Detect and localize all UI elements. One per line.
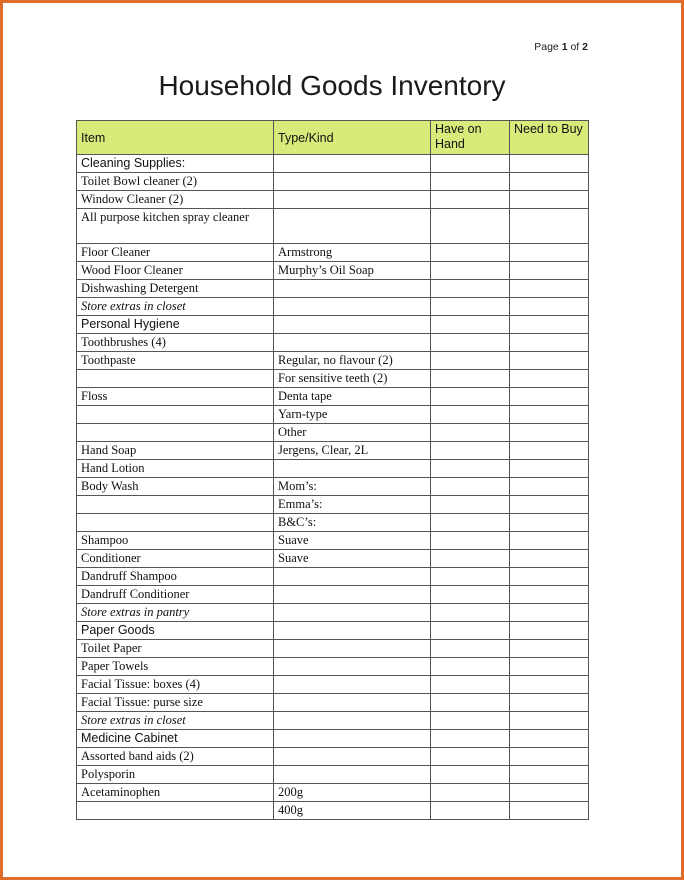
have-on-hand-cell — [431, 658, 510, 676]
need-to-buy-cell — [510, 604, 589, 622]
item-cell: Facial Tissue: boxes (4) — [77, 676, 274, 694]
need-to-buy-cell — [510, 460, 589, 478]
type-kind-cell — [274, 658, 431, 676]
type-kind-cell — [274, 316, 431, 334]
item-cell: Hand Soap — [77, 442, 274, 460]
have-on-hand-cell — [431, 460, 510, 478]
type-kind-cell — [274, 568, 431, 586]
table-row — [77, 424, 589, 442]
type-kind-cell — [274, 604, 431, 622]
type-kind-cell: Other — [274, 424, 431, 442]
table-row — [77, 532, 589, 550]
have-on-hand-cell — [431, 712, 510, 730]
have-on-hand-cell — [431, 568, 510, 586]
need-to-buy-cell — [510, 514, 589, 532]
type-kind-cell — [274, 730, 431, 748]
item-cell: Wood Floor Cleaner — [77, 262, 274, 280]
item-cell: Personal Hygiene — [77, 316, 274, 334]
item-cell: Conditioner — [77, 550, 274, 568]
table-row — [77, 191, 589, 209]
item-cell: Shampoo — [77, 532, 274, 550]
table-row — [77, 802, 589, 820]
table-row — [77, 209, 589, 244]
table-row — [77, 784, 589, 802]
need-to-buy-cell — [510, 658, 589, 676]
item-cell: All purpose kitchen spray cleaner — [77, 209, 274, 244]
table-row — [77, 316, 589, 334]
have-on-hand-cell — [431, 586, 510, 604]
type-kind-cell — [274, 694, 431, 712]
table-row — [77, 478, 589, 496]
have-on-hand-cell — [431, 766, 510, 784]
item-cell — [77, 802, 274, 820]
type-kind-cell: Mom’s: — [274, 478, 431, 496]
type-kind-cell: 200g — [274, 784, 431, 802]
type-kind-cell — [274, 155, 431, 173]
need-to-buy-cell — [510, 209, 589, 244]
have-on-hand-cell — [431, 262, 510, 280]
have-on-hand-cell — [431, 244, 510, 262]
column-header-type-kind: Type/Kind — [274, 121, 431, 155]
document-title: Household Goods Inventory — [158, 70, 506, 101]
type-kind-cell — [274, 676, 431, 694]
item-cell: Store extras in pantry — [77, 604, 274, 622]
need-to-buy-cell — [510, 262, 589, 280]
have-on-hand-cell — [431, 676, 510, 694]
need-to-buy-cell — [510, 802, 589, 820]
need-to-buy-cell — [510, 280, 589, 298]
need-to-buy-cell — [510, 550, 589, 568]
item-cell: Floss — [77, 388, 274, 406]
need-to-buy-cell — [510, 334, 589, 352]
item-cell: Cleaning Supplies: — [77, 155, 274, 173]
table-row — [77, 262, 589, 280]
need-to-buy-cell — [510, 676, 589, 694]
item-cell: Toilet Bowl cleaner (2) — [77, 173, 274, 191]
have-on-hand-cell — [431, 802, 510, 820]
have-on-hand-cell — [431, 730, 510, 748]
table-row — [77, 694, 589, 712]
type-kind-cell — [274, 298, 431, 316]
item-cell: Dandruff Conditioner — [77, 586, 274, 604]
table-row — [77, 712, 589, 730]
need-to-buy-cell — [510, 173, 589, 191]
type-kind-cell: Emma’s: — [274, 496, 431, 514]
type-kind-cell — [274, 712, 431, 730]
have-on-hand-cell — [431, 155, 510, 173]
need-to-buy-cell — [510, 388, 589, 406]
type-kind-cell: Yarn-type — [274, 406, 431, 424]
have-on-hand-cell — [431, 209, 510, 244]
have-on-hand-cell — [431, 496, 510, 514]
have-on-hand-cell — [431, 334, 510, 352]
table-row — [77, 406, 589, 424]
have-on-hand-cell — [431, 191, 510, 209]
table-row — [77, 298, 589, 316]
type-kind-cell: B&C’s: — [274, 514, 431, 532]
table-row — [77, 766, 589, 784]
have-on-hand-cell — [431, 748, 510, 766]
table-row — [77, 658, 589, 676]
have-on-hand-cell — [431, 694, 510, 712]
table-row — [77, 244, 589, 262]
have-on-hand-cell — [431, 352, 510, 370]
need-to-buy-cell — [510, 694, 589, 712]
item-cell: Paper Towels — [77, 658, 274, 676]
table-row — [77, 280, 589, 298]
item-cell: Body Wash — [77, 478, 274, 496]
have-on-hand-cell — [431, 298, 510, 316]
need-to-buy-cell — [510, 406, 589, 424]
table-row — [77, 460, 589, 478]
need-to-buy-cell — [510, 712, 589, 730]
type-kind-cell — [274, 460, 431, 478]
table-row — [77, 748, 589, 766]
table-row — [77, 173, 589, 191]
item-cell — [77, 424, 274, 442]
type-kind-cell: 400g — [274, 802, 431, 820]
page-number: Page 1 of 2 — [534, 41, 588, 53]
item-cell — [77, 406, 274, 424]
type-kind-cell: Suave — [274, 532, 431, 550]
have-on-hand-cell — [431, 316, 510, 334]
have-on-hand-cell — [431, 640, 510, 658]
item-cell: Floor Cleaner — [77, 244, 274, 262]
need-to-buy-cell — [510, 191, 589, 209]
type-kind-cell: Jergens, Clear, 2L — [274, 442, 431, 460]
need-to-buy-cell — [510, 640, 589, 658]
table-row — [77, 352, 589, 370]
need-to-buy-cell — [510, 766, 589, 784]
have-on-hand-cell — [431, 173, 510, 191]
column-header-have-on-hand: Have on Hand — [431, 121, 510, 155]
have-on-hand-cell — [431, 514, 510, 532]
have-on-hand-cell — [431, 604, 510, 622]
table-row — [77, 604, 589, 622]
item-cell: Assorted band aids (2) — [77, 748, 274, 766]
need-to-buy-cell — [510, 496, 589, 514]
item-cell: Store extras in closet — [77, 712, 274, 730]
item-cell: Toilet Paper — [77, 640, 274, 658]
item-cell: Toothpaste — [77, 352, 274, 370]
item-cell: Toothbrushes (4) — [77, 334, 274, 352]
item-cell: Polysporin — [77, 766, 274, 784]
type-kind-cell — [274, 748, 431, 766]
need-to-buy-cell — [510, 352, 589, 370]
type-kind-cell — [274, 334, 431, 352]
need-to-buy-cell — [510, 244, 589, 262]
have-on-hand-cell — [431, 370, 510, 388]
need-to-buy-cell — [510, 424, 589, 442]
have-on-hand-cell — [431, 784, 510, 802]
type-kind-cell: Suave — [274, 550, 431, 568]
table-row — [77, 676, 589, 694]
need-to-buy-cell — [510, 316, 589, 334]
item-cell: Medicine Cabinet — [77, 730, 274, 748]
type-kind-cell — [274, 640, 431, 658]
table-row — [77, 568, 589, 586]
need-to-buy-cell — [510, 730, 589, 748]
type-kind-cell — [274, 191, 431, 209]
have-on-hand-cell — [431, 478, 510, 496]
need-to-buy-cell — [510, 478, 589, 496]
item-cell: Acetaminophen — [77, 784, 274, 802]
type-kind-cell: Armstrong — [274, 244, 431, 262]
column-header-item: Item — [77, 121, 274, 155]
have-on-hand-cell — [431, 280, 510, 298]
need-to-buy-cell — [510, 748, 589, 766]
type-kind-cell: Regular, no flavour (2) — [274, 352, 431, 370]
need-to-buy-cell — [510, 784, 589, 802]
type-kind-cell: Denta tape — [274, 388, 431, 406]
item-cell — [77, 514, 274, 532]
table-row — [77, 334, 589, 352]
item-cell: Paper Goods — [77, 622, 274, 640]
have-on-hand-cell — [431, 388, 510, 406]
table-row — [77, 370, 589, 388]
need-to-buy-cell — [510, 370, 589, 388]
item-cell: Store extras in closet — [77, 298, 274, 316]
need-to-buy-cell — [510, 532, 589, 550]
table-row — [77, 730, 589, 748]
table-row — [77, 496, 589, 514]
table-row — [77, 586, 589, 604]
type-kind-cell — [274, 173, 431, 191]
have-on-hand-cell — [431, 424, 510, 442]
type-kind-cell — [274, 766, 431, 784]
item-cell: Facial Tissue: purse size — [77, 694, 274, 712]
type-kind-cell: Murphy’s Oil Soap — [274, 262, 431, 280]
need-to-buy-cell — [510, 155, 589, 173]
table-row — [77, 622, 589, 640]
item-cell: Dandruff Shampoo — [77, 568, 274, 586]
table-row — [77, 550, 589, 568]
table-row — [77, 442, 589, 460]
table-row — [77, 514, 589, 532]
have-on-hand-cell — [431, 406, 510, 424]
type-kind-cell — [274, 280, 431, 298]
item-cell: Hand Lotion — [77, 460, 274, 478]
item-cell — [77, 496, 274, 514]
table-row — [77, 388, 589, 406]
column-header-need-to-buy: Need to Buy — [510, 121, 589, 155]
need-to-buy-cell — [510, 442, 589, 460]
type-kind-cell — [274, 209, 431, 244]
type-kind-cell — [274, 586, 431, 604]
need-to-buy-cell — [510, 586, 589, 604]
need-to-buy-cell — [510, 568, 589, 586]
item-cell — [77, 370, 274, 388]
item-cell: Window Cleaner (2) — [77, 191, 274, 209]
header-row — [77, 121, 589, 155]
need-to-buy-cell — [510, 622, 589, 640]
table-row — [77, 155, 589, 173]
have-on-hand-cell — [431, 442, 510, 460]
type-kind-cell — [274, 622, 431, 640]
table-row — [77, 640, 589, 658]
have-on-hand-cell — [431, 550, 510, 568]
have-on-hand-cell — [431, 532, 510, 550]
item-cell: Dishwashing Detergent — [77, 280, 274, 298]
need-to-buy-cell — [510, 298, 589, 316]
inventory-table — [76, 120, 589, 820]
type-kind-cell: For sensitive teeth (2) — [274, 370, 431, 388]
have-on-hand-cell — [431, 622, 510, 640]
